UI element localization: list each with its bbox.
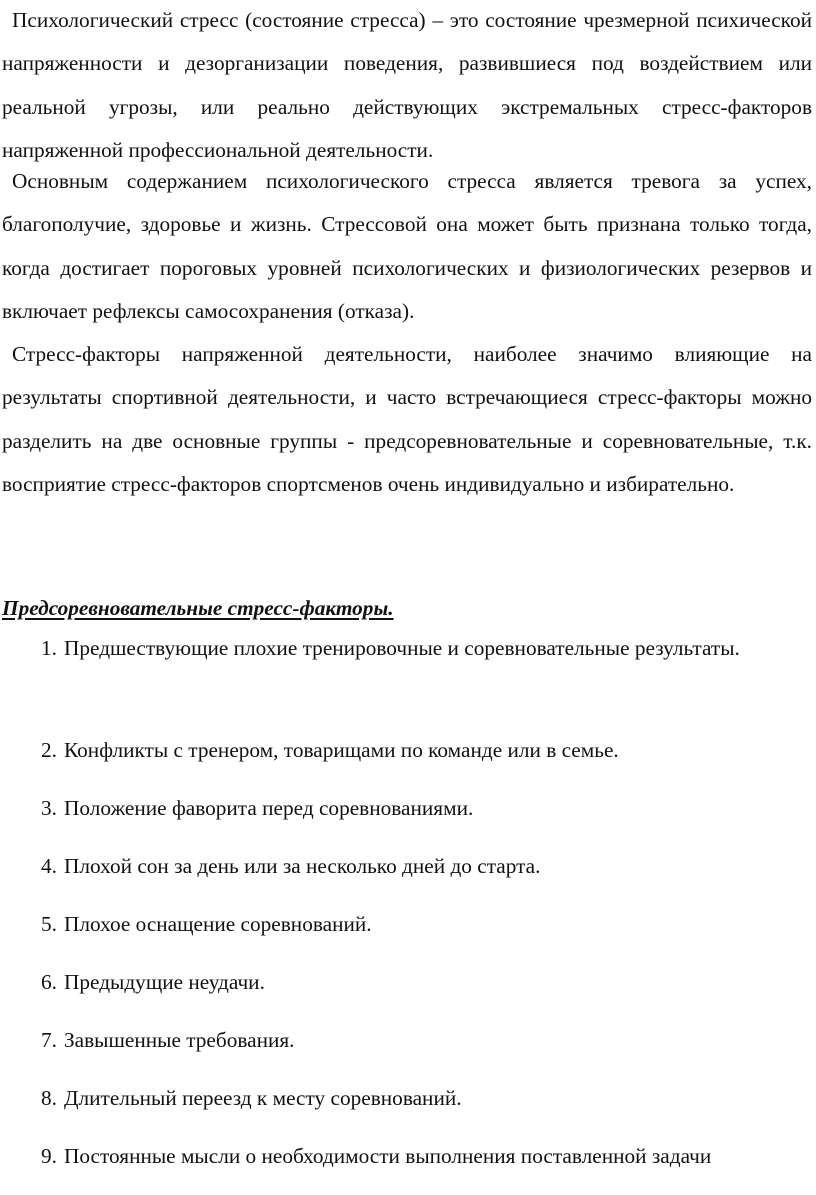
section-heading: Предсоревновательные стресс-факторы.: [2, 596, 394, 620]
list-item-number: 5.: [41, 912, 57, 936]
list-item-text: Постоянные мысли о необходимости выполнения поставленной задачи: [64, 1144, 712, 1168]
list-item-number: 9.: [41, 1144, 57, 1168]
paragraph-stress-content: Основным содержанием психологического стресса является тревога за успех, благополучие, здоровье и жизнь. Стрессовой она может быть признана только тогда, когда достигает пороговых уровней психологических и физиологических резервов и включает рефлексы самосохранения (отказа).: [2, 169, 812, 323]
list-item-text: Положение фаворита перед соревнованиями.: [64, 796, 474, 820]
list-item-text: Завышенные требования.: [64, 1028, 295, 1052]
paragraph-stress-factors: Стресс-факторы напряженной деятельности, наиболее значимо влияющие на результаты спортивной деятельности, и часто встречающиеся стресс-факторы можно разделить на две основные группы - предсоревновательные и соревновательные, т.к. восприятие стресс-факторов спортсменов очень индивидуально и избирательно.: [2, 342, 812, 496]
list-item-text: Конфликты с тренером, товарищами по команде или в семье.: [64, 738, 619, 762]
list-item-number: 8.: [41, 1086, 57, 1110]
list-item-text: Плохое оснащение соревнований.: [64, 912, 372, 936]
list-item-text: Предшествующие плохие тренировочные и соревновательные результаты.: [64, 636, 740, 660]
list-item-number: 6.: [41, 970, 57, 994]
paragraph-stress-definition: Психологический стресс (состояние стресса) – это состояние чрезмерной психической напряженности и дезорганизации поведения, развившиеся под воздействием или реальной угрозы, или реально действующих экстремальных стресс-факторов напряженной профессиональной деятельности.: [2, 8, 812, 162]
list-item-number: 2.: [41, 738, 57, 762]
list-item-number: 1.: [41, 636, 57, 660]
list-item-number: 4.: [41, 854, 57, 878]
list-item-text: Предыдущие неудачи.: [64, 970, 265, 994]
list-item-text: Плохой сон за день или за несколько дней до старта.: [64, 854, 541, 878]
list-item-number: 7.: [41, 1028, 57, 1052]
list-item-text: Длительный переезд к месту соревнований.: [64, 1086, 462, 1110]
list-item-number: 3.: [41, 796, 57, 820]
